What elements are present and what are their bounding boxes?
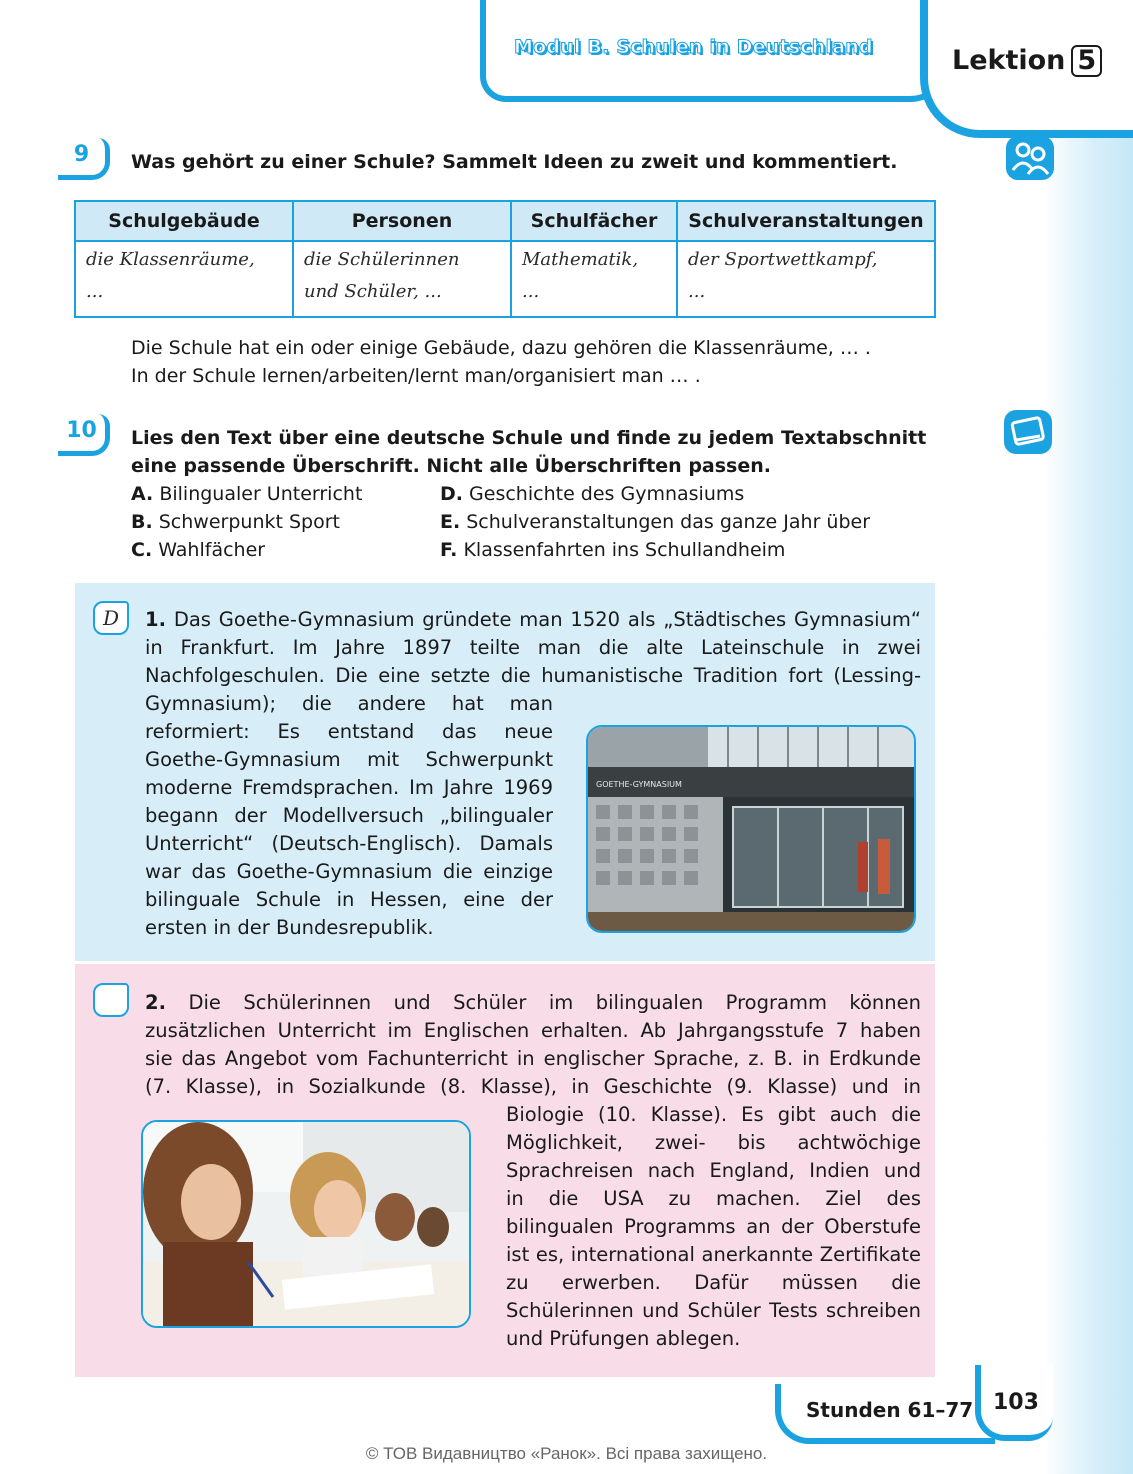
text-line: zu erwerben. Dafür müssen die <box>506 1271 921 1294</box>
text-line: in die USA zu machen. Ziel des <box>506 1187 921 1210</box>
notebook-icon <box>1004 410 1052 454</box>
cell-line: ... <box>522 281 540 302</box>
option-d <box>440 480 744 508</box>
example-sentence-2: In der Schule lernen/arbeiten/lernt man/organisiert man … . <box>131 365 701 387</box>
option-letter: D. <box>440 483 463 505</box>
option-text: Bilingualer Unterricht <box>159 483 363 505</box>
text-line: bilingualen Programms an der Oberstufe <box>506 1215 921 1238</box>
text-line: Goethe-Gymnasium mit Schwerpunkt <box>145 748 553 771</box>
text-line: Sprachreisen nach England, Indien und <box>506 1159 921 1182</box>
option-c <box>131 536 265 564</box>
table-cell <box>677 241 935 317</box>
section-2-line-4: (7. Klasse), in Sozialkunde (8. Klasse), in Geschichte (9. Klasse) und in <box>145 1075 921 1098</box>
section-1-narrow-column <box>145 690 553 942</box>
text-line: moderne Fremdsprachen. Im Jahre 1969 <box>145 776 553 799</box>
answer-box-1[interactable]: D <box>93 601 129 635</box>
option-letter: C. <box>131 539 153 561</box>
cell-line: die Klassenräume, <box>86 249 255 270</box>
cell-line: und Schüler, ... <box>304 281 442 302</box>
ideas-table <box>74 200 936 318</box>
option-a <box>131 480 362 508</box>
cell-line: der Sportwettkampf, <box>688 249 878 270</box>
side-gradient-stripe <box>1043 0 1133 1474</box>
section-1-line-3: Nachfolgeschulen. Die eine setzte die humanistische Tradition fort (Lessing- <box>145 664 921 687</box>
answer-box-2[interactable] <box>93 983 129 1017</box>
section-number: 2. <box>145 991 166 1014</box>
task-10-number: 10 <box>58 414 110 456</box>
text-line: bilinguale Schule in Hessen, eine der <box>145 888 553 911</box>
page-number: 103 <box>993 1390 1039 1415</box>
text-line: reformiert: Es entstand das neue <box>145 720 553 743</box>
option-text: Schulveranstaltungen das ganze Jahr über <box>466 511 871 533</box>
section-2-line-1 <box>145 989 921 1017</box>
task-10-instruction-line-2: eine passende Überschrift. Nicht alle Überschriften passen. <box>131 455 771 477</box>
example-sentence-1: Die Schule hat ein oder einige Gebäude, dazu gehören die Klassenräume, … . <box>131 337 871 359</box>
text-line: war das Goethe-Gymnasium die einzige <box>145 860 553 883</box>
table-row <box>75 241 935 317</box>
copyright-notice: © ТОВ Видавництво «Ранок». Всі права захищено. <box>365 1444 768 1463</box>
option-letter: E. <box>440 511 461 533</box>
option-f <box>440 536 785 564</box>
lektion-label <box>952 45 1102 77</box>
building-sign: GOETHE-GYMNASIUM <box>596 780 682 789</box>
cell-line: Mathematik, <box>522 249 639 270</box>
text-line: Möglichkeit, zwei- bis achtwöchige <box>506 1131 921 1154</box>
table-cell <box>75 241 293 317</box>
table-header-row <box>75 201 935 241</box>
cell-line: ... <box>86 281 104 302</box>
option-text: Wahlfächer <box>158 539 266 561</box>
table-cell <box>511 241 677 317</box>
text-line: und Prüfungen ablegen. <box>506 1327 741 1350</box>
text-line: Gymnasium); die andere hat man <box>145 692 553 715</box>
section-1-line-2: in Frankfurt. Im Jahre 1897 teilte man die alte Lateinschule in zwei <box>145 636 921 659</box>
text-line: Das Goethe-Gymnasium gründete man 1520 als „Städtisches Gymnasium“ <box>173 608 921 631</box>
text-line: ersten in der Bundesrepublik. <box>145 916 434 939</box>
option-text: Geschichte des Gymnasiums <box>469 483 745 505</box>
option-e <box>440 508 870 536</box>
section-2-line-3: sie das Angebot vom Fachunterricht in englischer Sprache, z. B. in Erdkunde <box>145 1047 921 1070</box>
table-header: Personen <box>293 201 511 241</box>
table-header: Schulfächer <box>511 201 677 241</box>
task-10-instruction-line-1: Lies den Text über eine deutsche Schule und finde zu jedem Textabschnitt <box>131 427 927 449</box>
lektion-number: 5 <box>1071 45 1102 77</box>
text-line: Schülerinnen und Schüler Tests schreiben <box>506 1299 921 1322</box>
students-writing-photo <box>141 1120 471 1328</box>
text-line: ist es, international anerkannte Zertifikate <box>506 1243 921 1266</box>
table-header: Schulgebäude <box>75 201 293 241</box>
option-letter: F. <box>440 539 458 561</box>
text-line: Biologie (10. Klasse). Es gibt auch die <box>506 1103 921 1126</box>
task-9-instruction: Was gehört zu einer Schule? Sammelt Ideen zu zweit und kommentiert. <box>131 151 898 173</box>
section-1-line-1 <box>145 606 921 634</box>
cell-line: ... <box>688 281 706 302</box>
school-building-photo <box>586 725 916 933</box>
text-line: Die Schülerinnen und Schüler im bilingualen Programm können <box>188 991 922 1014</box>
pair-work-icon <box>1006 136 1054 180</box>
stunden-label: Stunden 61–77 <box>806 1398 974 1422</box>
option-letter: A. <box>131 483 154 505</box>
option-text: Klassenfahrten ins Schullandheim <box>463 539 786 561</box>
section-number: 1. <box>145 608 166 631</box>
option-letter: B. <box>131 511 153 533</box>
option-text: Schwerpunkt Sport <box>158 511 340 533</box>
modul-title: Modul B. Schulen in Deutschland <box>514 36 873 58</box>
table-header: Schulveranstaltungen <box>677 201 935 241</box>
table-cell <box>293 241 511 317</box>
cell-line: die Schülerinnen <box>304 249 460 270</box>
section-2-line-2: zusätzlichen Unterricht im Englischen erhalten. Ab Jahrgangsstufe 7 haben <box>145 1019 921 1042</box>
task-9-number: 9 <box>58 138 110 180</box>
text-line: begann der Modellversuch „bilingualer <box>145 804 553 827</box>
text-line: Unterricht“ (Deutsch-Englisch). Damals <box>145 832 553 855</box>
option-b <box>131 508 340 536</box>
section-2-narrow-column <box>506 1101 921 1353</box>
lektion-word: Lektion <box>952 45 1066 76</box>
